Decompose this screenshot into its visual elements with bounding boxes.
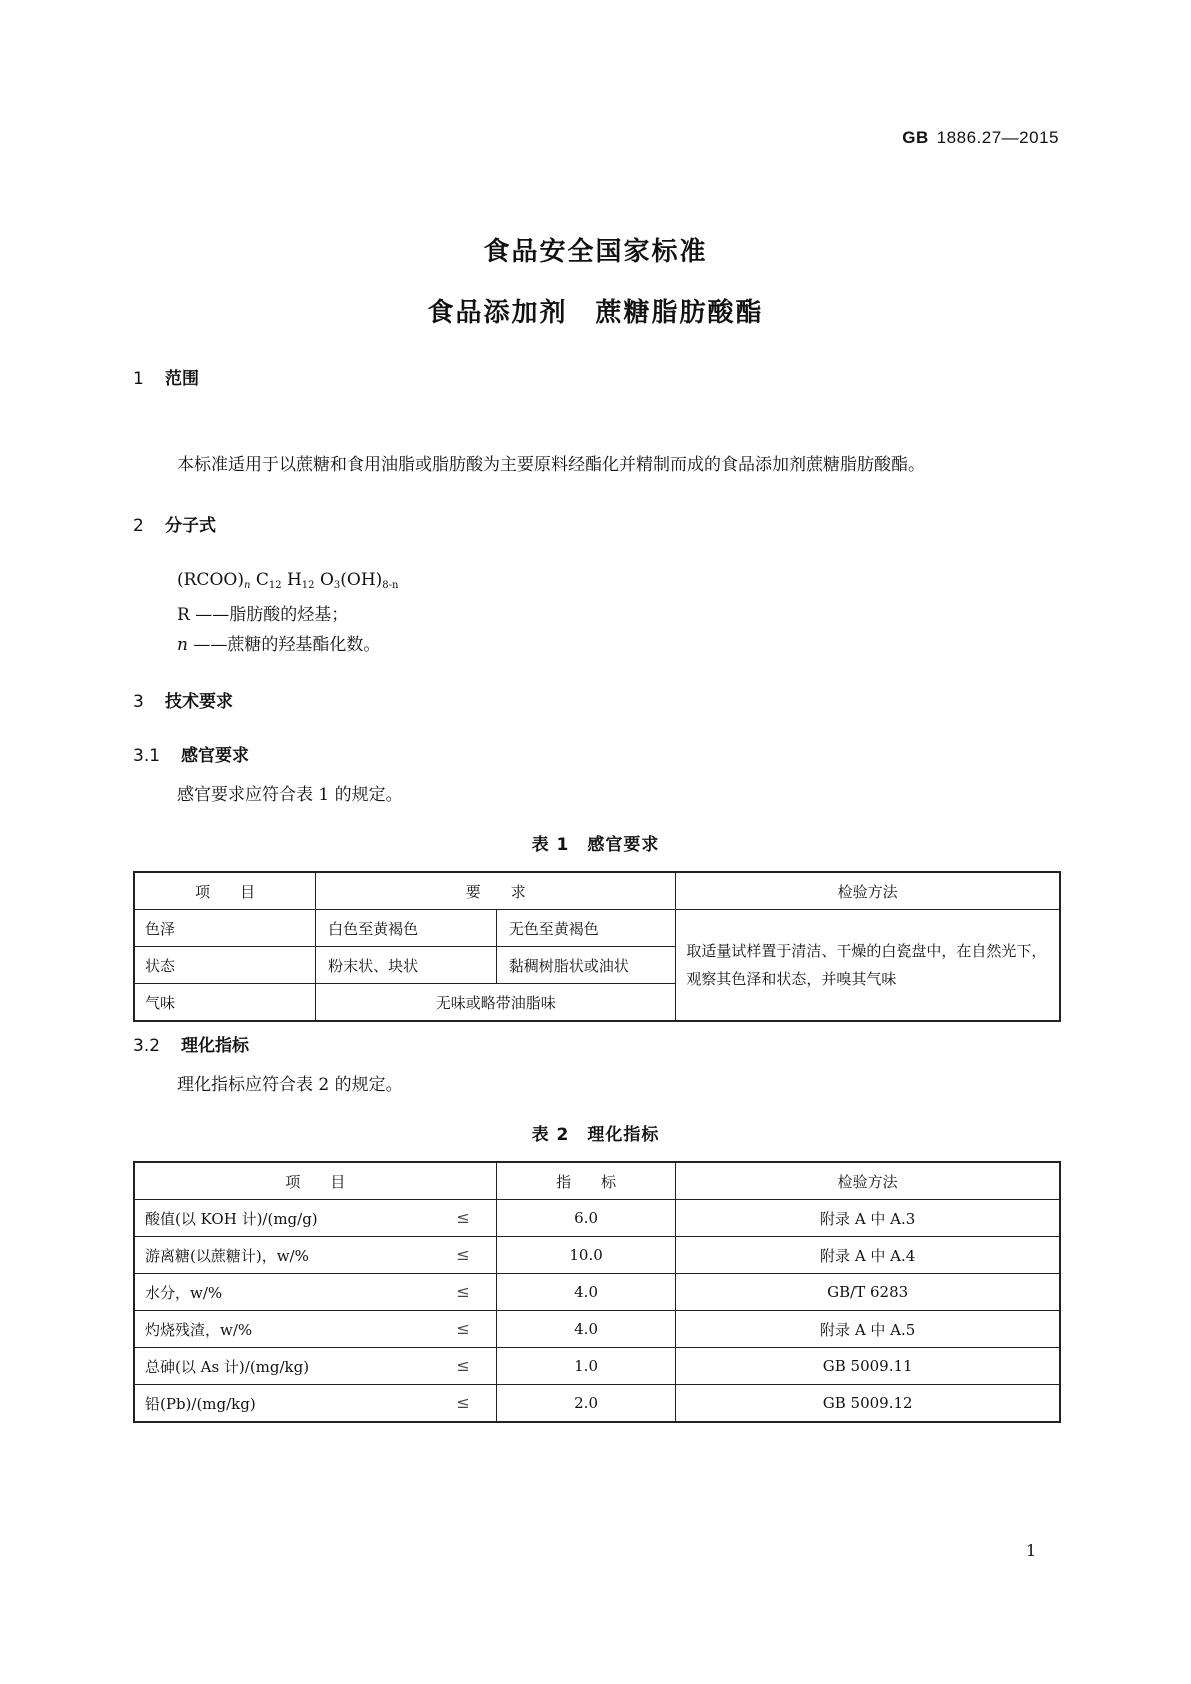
formula-r-definition: R ——脂肪酸的烃基；: [177, 605, 349, 625]
section-number: 3.2: [133, 1036, 161, 1056]
le-symbol: ≤: [456, 1392, 470, 1412]
section-2-heading: [133, 511, 216, 536]
table-row: 游离糖(以蔗糖计)，w/% ≤ 10.0 附录 A 中 A.4: [134, 1237, 1060, 1274]
header-requirement: 要 求: [316, 872, 676, 910]
section-3-2-heading: [133, 1031, 249, 1056]
document-title: 食品安全国家标准: [483, 237, 708, 267]
table-row: 总砷(以 As 计)/(mg/kg) ≤ 1.0 GB 5009.11: [134, 1348, 1060, 1385]
table-header-row: [134, 1162, 1060, 1200]
section-number: 3: [133, 692, 144, 712]
table-row: 气味 无味或略带油脂味: [134, 984, 1060, 1022]
le-symbol: ≤: [456, 1355, 470, 1375]
section-3-1-heading: [133, 741, 249, 766]
header-method: 检验方法: [676, 1162, 1060, 1200]
section-number: 2: [133, 516, 144, 536]
table-row: 色泽 白色至黄褐色 无色至黄褐色 取适量试样置于清洁、干燥的白瓷盘中，在自然光下，观察其色泽和状态，并嗅其气味: [134, 910, 1060, 947]
le-symbol: ≤: [456, 1318, 470, 1338]
scope-text: 本标准适用于以蔗糖和食用油脂或脂肪酸为主要原料经酯化并精制而成的食品添加剂蔗糖脂肪酸酯。: [177, 455, 925, 475]
section-title: 范围: [165, 369, 199, 389]
le-symbol: ≤: [456, 1281, 470, 1301]
table-row: 状态 粉末状、块状 黏稠树脂状或油状: [134, 947, 1060, 984]
table-row: 灼烧残渣，w/% ≤ 4.0 附录 A 中 A.5: [134, 1311, 1060, 1348]
table-1-caption: 表 1 感官要求: [531, 835, 660, 855]
section-title: 分子式: [165, 516, 216, 536]
le-symbol: ≤: [456, 1207, 470, 1227]
section-number: 3.1: [133, 746, 161, 766]
table-row: 水分，w/% ≤ 4.0 GB/T 6283: [134, 1274, 1060, 1311]
header-method: 检验方法: [676, 872, 1060, 910]
table-sensory: [133, 871, 1061, 1022]
table-2-caption: 表 2 理化指标: [531, 1125, 660, 1145]
section-1-heading: [133, 364, 199, 389]
table-row: 酸值(以 KOH 计)/(mg/g) ≤ 6.0 附录 A 中 A.3: [134, 1200, 1060, 1237]
formula-n-definition: n ——蔗糖的羟基酯化数。: [177, 635, 381, 655]
method-cell: 取适量试样置于清洁、干燥的白瓷盘中，在自然光下，观察其色泽和状态，并嗅其气味: [676, 910, 1060, 1022]
section-title: 理化指标: [181, 1036, 249, 1056]
header-value: 指 标: [496, 1162, 676, 1200]
le-symbol: ≤: [456, 1244, 470, 1264]
table-row: 铅(Pb)/(mg/kg) ≤ 2.0 GB 5009.12: [134, 1385, 1060, 1423]
n-symbol: n: [177, 635, 188, 655]
section-1-paragraph: [133, 448, 1061, 482]
molecular-formula: $(RCOO)_n$ $C_{12}$ $H_{12}$ $O_3(OH)_{8-n}$: [177, 570, 399, 591]
section-3-1-text: 感官要求应符合表 1 的规定。: [177, 785, 403, 805]
table-physicochemical: [133, 1161, 1061, 1423]
section-3-2-text: 理化指标应符合表 2 的规定。: [177, 1075, 403, 1095]
document-subtitle: 食品添加剂 蔗糖脂肪酸酯: [427, 298, 764, 328]
header-item: 项 目: [134, 1162, 496, 1200]
section-number: 1: [133, 369, 144, 389]
section-title: 感官要求: [181, 746, 249, 766]
section-3-heading: [133, 687, 233, 712]
page-number: 1: [1026, 1541, 1037, 1560]
table-header-row: [134, 872, 1060, 910]
standard-prefix: GB: [902, 128, 929, 147]
section-title: 技术要求: [165, 692, 233, 712]
standard-code: 1886.27—2015: [936, 128, 1059, 147]
header-item: 项 目: [134, 872, 316, 910]
standard-number: [902, 128, 1059, 148]
